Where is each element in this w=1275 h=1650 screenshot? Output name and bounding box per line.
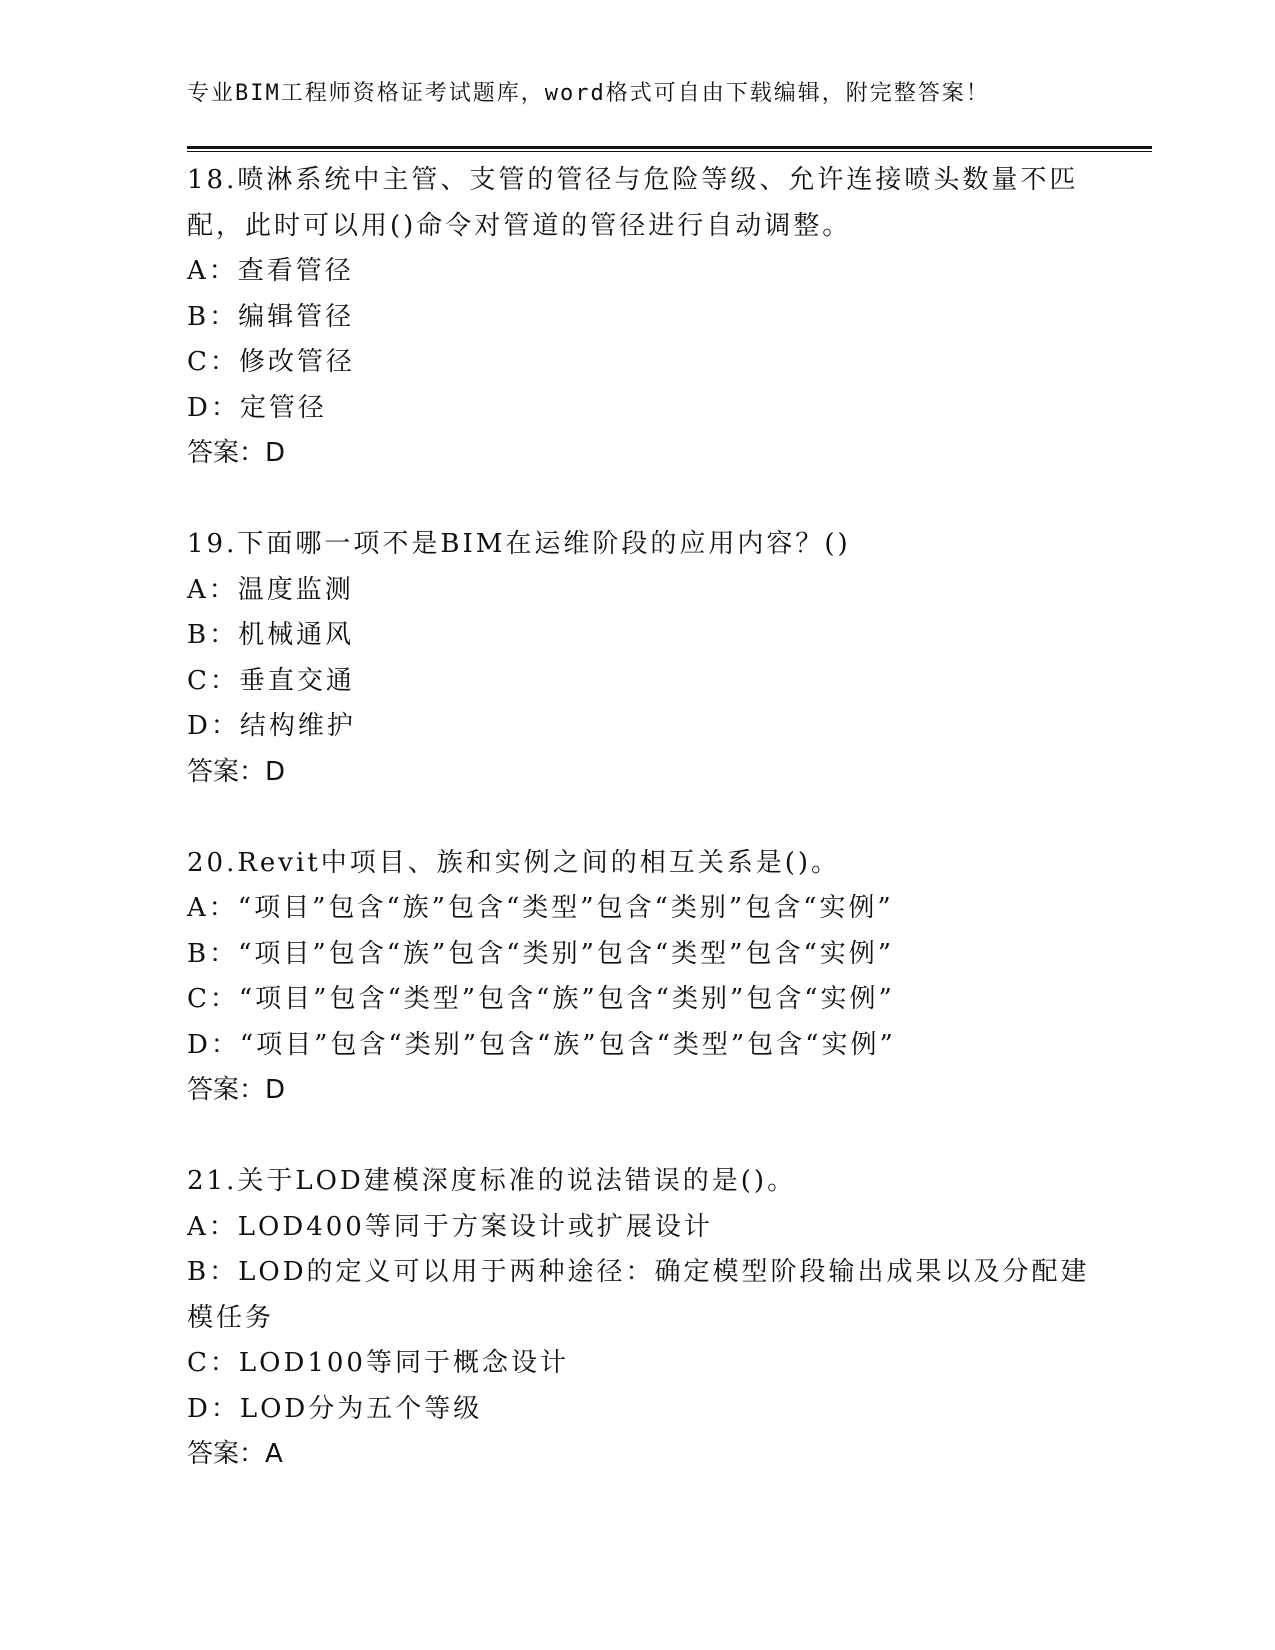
option-b: B：编辑管径	[187, 301, 355, 332]
answer-label: 答案：D	[187, 438, 286, 468]
answer-label: 答案：D	[187, 1075, 286, 1105]
option-c: C：垂直交通	[187, 665, 355, 696]
option-a: A：温度监测	[187, 574, 354, 605]
option-c: C：“项目”包含“类型”包含“族”包含“类别”包含“实例”	[187, 984, 895, 1014]
question-19	[187, 522, 1087, 795]
question-text-line: 21.关于LOD建模深度标准的说法错误的是()。	[187, 1166, 797, 1196]
option-a: A：查看管径	[187, 256, 354, 286]
option-c: C：修改管径	[187, 347, 355, 377]
option-c: C：LOD100等同于概念设计	[187, 1348, 569, 1378]
option-b: B：LOD的定义可以用于两种途径：确定模型阶段输出成果以及分配建	[187, 1257, 1090, 1287]
option-d: D：“项目”包含“类别”包含“族”包含“类型”包含“实例”	[187, 1029, 896, 1060]
question-text-line: 18.喷淋系统中主管、支管的管径与危险等级、允许连接喷头数量不匹	[187, 165, 1079, 195]
option-d: D：定管径	[187, 392, 327, 423]
question-21	[187, 1159, 1090, 1478]
option-d: D：结构维护	[187, 711, 356, 741]
option-b: B：机械通风	[187, 620, 355, 650]
question-20	[187, 841, 1087, 1114]
option-d: D：LOD分为五个等级	[187, 1393, 483, 1424]
answer-label: 答案：D	[187, 756, 286, 787]
option-b: B：“项目”包含“族”包含“类别”包含“类型”包含“实例”	[187, 938, 895, 969]
question-text-line: 19.下面哪一项不是BIM在运维阶段的应用内容？()	[187, 529, 851, 559]
page-header: 专业BIM工程师资格证考试题库，word格式可自由下载编辑，附完整答案！	[187, 81, 990, 106]
question-text-line: 20.Revit中项目、族和实例之间的相互关系是()。	[187, 847, 841, 878]
question-text-line: 配，此时可以用()命令对管道的管径进行自动调整。	[187, 210, 852, 241]
question-18	[187, 158, 1087, 477]
option-b-continued: 模任务	[187, 1302, 275, 1333]
header-divider	[187, 146, 1152, 152]
option-a: A：LOD400等同于方案设计或扩展设计	[187, 1211, 713, 1242]
option-a: A：“项目”包含“族”包含“类型”包含“类别”包含“实例”	[187, 893, 894, 923]
answer-label: 答案：A	[187, 1439, 283, 1469]
question-list	[187, 158, 1090, 1478]
